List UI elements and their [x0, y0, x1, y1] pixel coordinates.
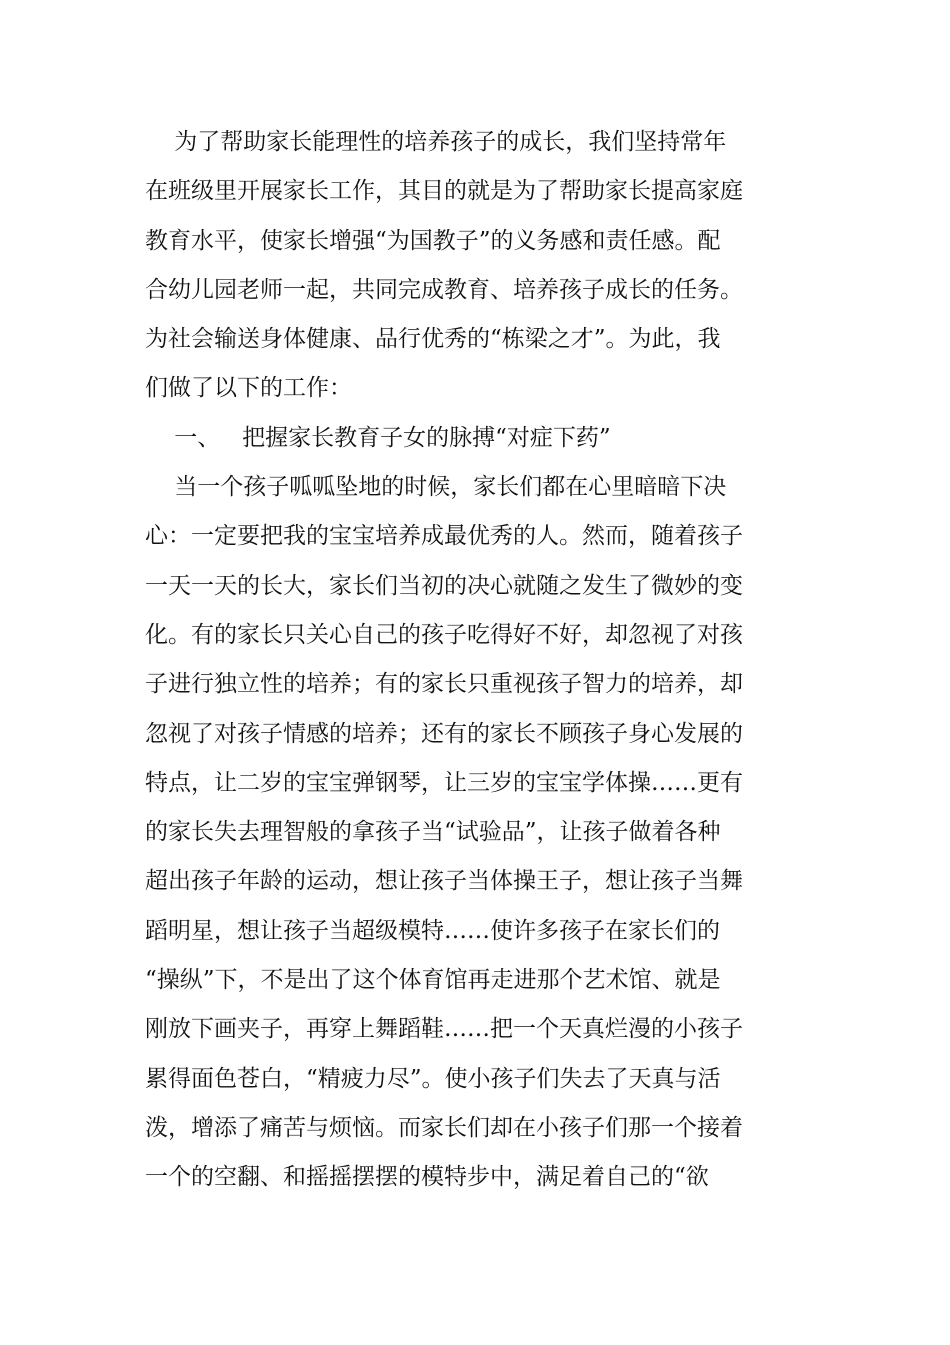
text-line-8: 当一个孩子呱呱坠地的时候，家长们都在心里暗暗下决 [145, 474, 727, 501]
text-line-13: 忽视了对孩子情感的培养；还有的家长不顾孩子身心发展的 [145, 720, 743, 747]
document-body [145, 118, 750, 1203]
text-line-5: 为社会输送身体健康、品行优秀的“栋梁之才”。为此，我 [145, 326, 721, 353]
text-line-20: 累得面色苍白，“精疲力尽”。使小孩子们失去了天真与活 [145, 1065, 721, 1092]
text-line-16: 超出孩子年龄的运动，想让孩子当体操王子，想让孩子当舞 [145, 868, 743, 895]
text-line-1: 为了帮助家长能理性的培养孩子的成长，我们坚持常年 [145, 129, 727, 155]
section-heading: 一、 把握家长教育子女的脉搏“对症下药” [145, 424, 611, 451]
text-line-22: 一个的空翻、和摇摇摆摆的模特步中，满足着自己的“欲 [145, 1164, 709, 1191]
text-line-9: 心：一定要把我的宝宝培养成最优秀的人。然而，随着孩子 [145, 523, 743, 550]
text-line-19: 刚放下画夹子，再穿上舞蹈鞋……把一个天真烂漫的小孩子 [145, 1016, 743, 1043]
text-line-3: 教育水平，使家长增强“为国教子”的义务感和责任感。配 [145, 227, 721, 254]
text-line-2: 在班级里开展家长工作，其目的就是为了帮助家长提高家庭 [145, 178, 743, 205]
text-line-15: 的家长失去理智般的拿孩子当“试验品”，让孩子做着各种 [145, 819, 721, 846]
text-line-21: 泼，增添了痛苦与烦恼。而家长们却在小孩子们那一个接着 [145, 1114, 743, 1141]
text-line-17: 蹈明星，想让孩子当超级模特……使许多孩子在家长们的 [145, 917, 720, 944]
text-line-4: 合幼儿园老师一起，共同完成教育、培养孩子成长的任务。 [145, 276, 743, 303]
text-line-18: “操纵”下，不是出了这个体育馆再走进那个艺术馆、就是 [145, 967, 721, 994]
text-line-14: 特点，让二岁的宝宝弹钢琴，让三岁的宝宝学体操……更有 [145, 769, 743, 796]
text-line-11: 化。有的家长只关心自己的孩子吃得好不好，却忽视了对孩 [145, 621, 743, 648]
text-line-6: 们做了以下的工作： [145, 375, 352, 402]
text-line-12: 子进行独立性的培养；有的家长只重视孩子智力的培养，却 [145, 671, 743, 698]
text-line-10: 一天一天的长大，家长们当初的决心就随之发生了微妙的变 [145, 572, 743, 599]
